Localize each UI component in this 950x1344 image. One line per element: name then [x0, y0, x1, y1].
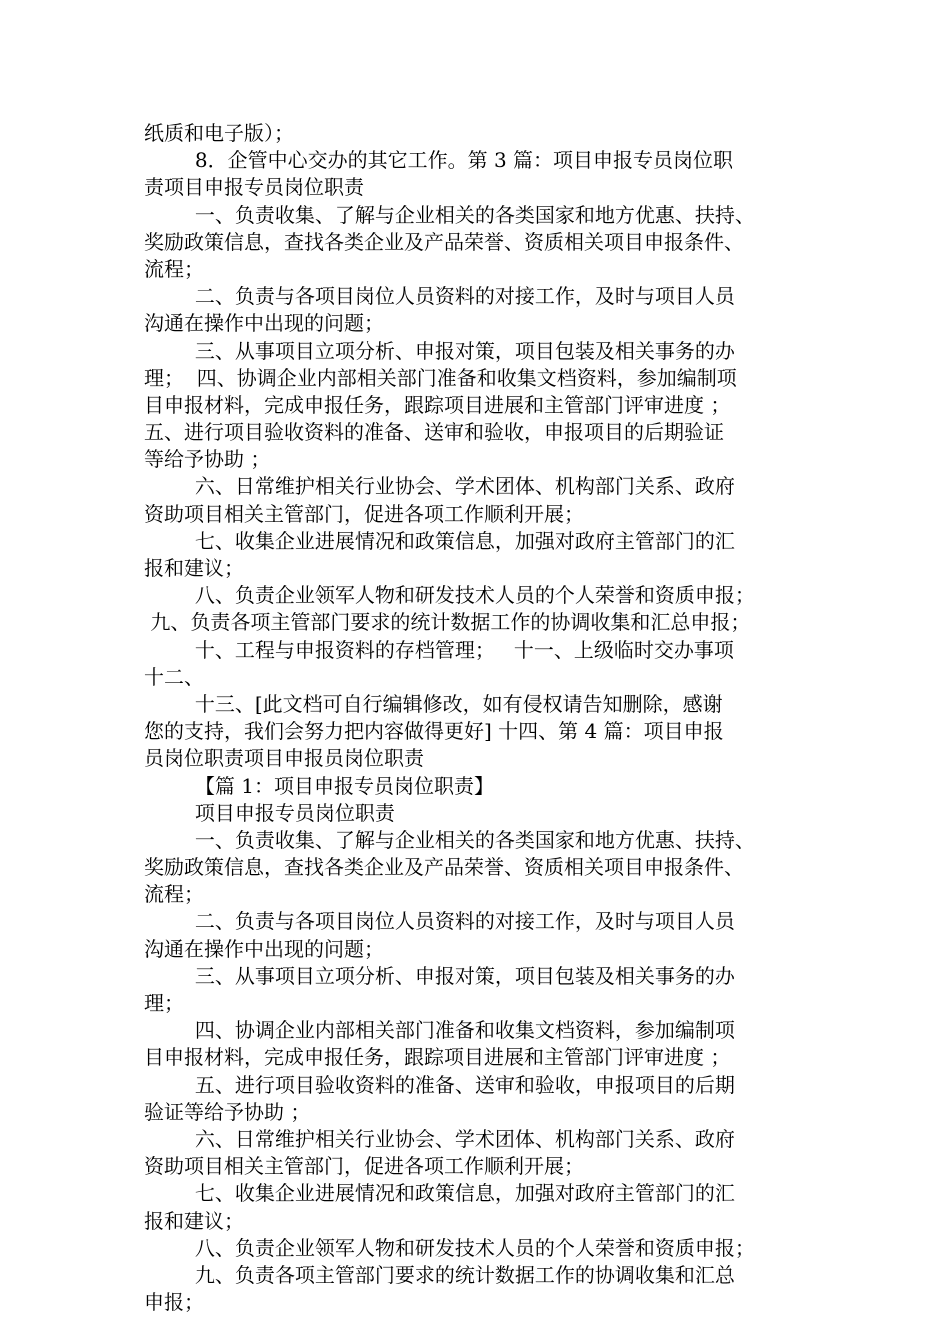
text-line: 理；: [144, 991, 184, 1015]
text-line: 一、负责收集、了解与企业相关的各类国家和地方优惠、扶持、: [144, 827, 755, 852]
text-line: 十、工程与申报资料的存档管理； 十一、上级临时交办事项: [144, 637, 734, 662]
text-line: 沟通在操作中出现的问题；: [144, 311, 384, 336]
text-line: 项目申报专员岗位职责: [144, 800, 395, 825]
text-line: 三、从事项目立项分析、申报对策，项目包装及相关事务的办: [144, 963, 735, 988]
text-line: 报和建议；: [144, 1208, 244, 1233]
text-line: 八、负责企业领军人物和研发技术人员的个人荣誉和资质申报；: [144, 583, 755, 608]
text-line: 验证等给予协助 ；: [144, 1099, 311, 1124]
text-line: 责项目申报专员岗位职责: [144, 175, 364, 200]
text-line: 流程；: [144, 256, 204, 281]
text-line: 报和建议；: [144, 556, 244, 580]
text-line: 五、进行项目验收资料的准备、送审和验收，申报项目的后期: [144, 1072, 735, 1097]
text-line: 十二、: [144, 664, 204, 689]
document-body: [144, 120, 824, 1316]
text-line: 十三、[此文档可自行编辑修改，如有侵权请告知删除，感谢: [144, 691, 723, 716]
text-line: 员岗位职责项目申报员岗位职责: [144, 746, 424, 771]
text-line: 七、收集企业进展情况和政策信息，加强对政府主管部门的汇: [144, 528, 735, 553]
text-line: 九、负责各项主管部门要求的统计数据工作的协调收集和汇总申报；: [144, 610, 751, 635]
text-line: 等给予协助 ；: [144, 447, 271, 472]
text-line: 奖励政策信息，查找各类企业及产品荣誉、资质相关项目申报条件、: [144, 855, 744, 880]
text-line: 二、负责与各项目岗位人员资料的对接工作，及时与项目人员: [144, 284, 735, 309]
text-line: 四、协调企业内部相关部门准备和收集文档资料，参加编制项: [144, 1018, 735, 1043]
text-line: 奖励政策信息，查找各类企业及产品荣誉、资质相关项目申报条件、: [144, 229, 744, 254]
text-line: 八、负责企业领军人物和研发技术人员的个人荣誉和资质申报；: [144, 1235, 755, 1260]
text-line: 七、收集企业进展情况和政策信息，加强对政府主管部门的汇: [144, 1181, 735, 1206]
text-line: 二、负责与各项目岗位人员资料的对接工作，及时与项目人员: [144, 909, 735, 934]
text-line: 六、日常维护相关行业协会、学术团体、机构部门关系、政府: [144, 474, 735, 499]
text-line: 三、从事项目立项分析、申报对策，项目包装及相关事务的办: [144, 338, 735, 363]
text-line: 五、进行项目验收资料的准备、送审和验收，申报项目的后期验证: [144, 420, 724, 445]
text-line: 理； 四、协调企业内部相关部门准备和收集文档资料，参加编制项: [144, 365, 737, 390]
text-line: 九、负责各项主管部门要求的统计数据工作的协调收集和汇总: [144, 1262, 735, 1287]
text-line: 流程；: [144, 882, 204, 907]
text-line: 申报；: [144, 1290, 204, 1315]
text-line: 一、负责收集、了解与企业相关的各类国家和地方优惠、扶持、: [144, 202, 755, 227]
text-line: 纸质和电子版）；: [144, 121, 294, 145]
text-line: 资助项目相关主管部门，促进各项工作顺利开展；: [144, 501, 584, 526]
text-line: 8．企管中心交办的其它工作。第 3 篇：项目申报专员岗位职: [144, 148, 734, 173]
text-line: 【篇 1：项目申报专员岗位职责】: [144, 773, 494, 798]
text-line: 您的支持，我们会努力把内容做得更好] 十四、第 4 篇：项目申报: [144, 719, 724, 744]
text-line: 目申报材料，完成申报任务，跟踪项目进展和主管部门评审进度 ；: [144, 392, 731, 417]
text-line: 六、日常维护相关行业协会、学术团体、机构部门关系、政府: [144, 1126, 735, 1151]
text-line: 目申报材料，完成申报任务，跟踪项目进展和主管部门评审进度 ；: [144, 1045, 731, 1070]
text-line: 沟通在操作中出现的问题；: [144, 936, 384, 961]
text-line: 资助项目相关主管部门，促进各项工作顺利开展；: [144, 1154, 584, 1179]
